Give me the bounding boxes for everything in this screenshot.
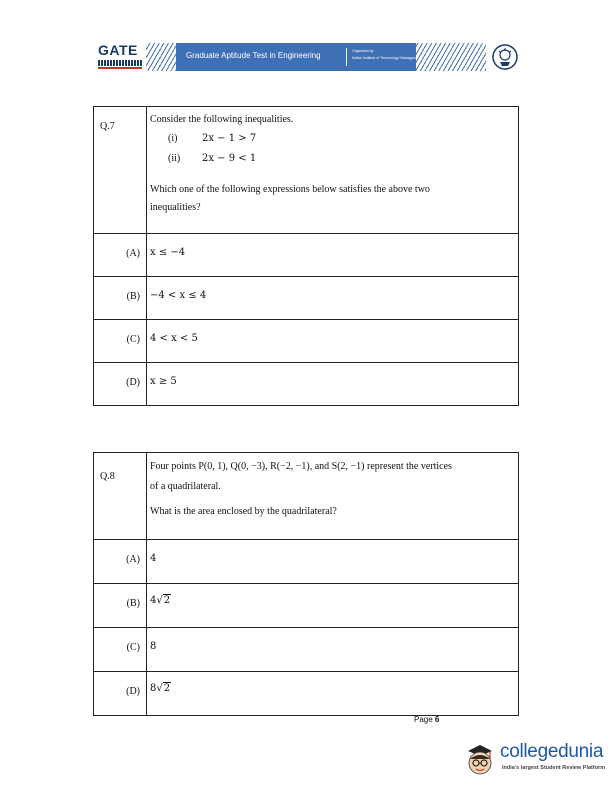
option-label: (A): [126, 554, 140, 565]
option-row[interactable]: [94, 276, 518, 319]
header-banner: [146, 43, 486, 71]
option-row[interactable]: [94, 539, 518, 583]
option-label-cell: [94, 628, 147, 671]
inequality-label: (ii): [168, 153, 181, 164]
option-label: (C): [126, 334, 140, 345]
option-row[interactable]: [94, 671, 518, 715]
brand-tagline: India's largest Student Review Platform: [502, 765, 606, 771]
banner-title: Graduate Aptitude Test in Engineering: [186, 51, 321, 60]
gate-logo-underline: [98, 67, 142, 69]
option-label-cell: [94, 277, 147, 319]
radicand: 2: [163, 683, 171, 694]
option-label-cell: [94, 320, 147, 362]
question-number-cell: [94, 107, 147, 233]
question-prompt: Which one of the following expressions below satisfies the above two inequalities?: [150, 184, 430, 213]
banner-divider: [346, 48, 347, 66]
square-root: [156, 595, 171, 606]
option-text: 4: [150, 553, 157, 564]
page-header: [96, 40, 520, 74]
banner-organized-by: Organised by: [352, 49, 374, 53]
radical-sign-icon: √: [156, 683, 163, 694]
option-label-cell: [94, 540, 147, 583]
inequality-expression: 2x − 9 < 1: [202, 153, 257, 164]
question-7-stem-row: [94, 107, 518, 233]
option-label-cell: [94, 234, 147, 276]
option-text: −4 < x ≤ 4: [150, 290, 207, 301]
gate-logo-text: GATE: [98, 42, 138, 58]
option-label: (B): [126, 598, 140, 609]
option-row[interactable]: [94, 362, 518, 405]
inequality-item: [150, 129, 518, 149]
option-text: 8: [150, 641, 157, 652]
option-text: x ≥ 5: [150, 376, 177, 387]
option-label: (C): [126, 642, 140, 653]
page-number-value: 6: [434, 715, 440, 724]
question-stem: Consider the following inequalities.: [150, 114, 294, 125]
inequality-item: [150, 149, 518, 169]
banner-panel: [176, 43, 416, 71]
option-text: x ≤ −4: [150, 247, 186, 258]
option-text: [147, 584, 518, 606]
inequality-label: (i): [168, 133, 178, 144]
student-mascot-icon: [462, 742, 498, 778]
question-7-content: [147, 107, 518, 217]
option-text: [147, 672, 518, 694]
square-root: [156, 683, 171, 694]
iit-emblem-icon: [492, 44, 518, 70]
question-prompt: What is the area enclosed by the quadrilateral?: [150, 506, 337, 517]
option-label: (B): [126, 291, 140, 302]
option-text: 4 < x < 5: [150, 333, 198, 344]
banner-organizer: Indian Institute of Technology Kharagpur: [352, 56, 417, 60]
page-number: [414, 715, 439, 724]
question-number: Q.7: [100, 121, 115, 132]
gate-logo: [96, 42, 146, 70]
question-stem-line-1: Four points P(0, 1), Q(0, −3), R(−2, −1), and S(2, −1) represent the vertices: [150, 461, 452, 472]
collegedunia-logo[interactable]: [462, 738, 612, 784]
question-7-table: [93, 106, 519, 406]
option-row[interactable]: [94, 583, 518, 627]
radical-coefficient: 4: [150, 595, 157, 606]
brand-name: collegedunia: [500, 741, 604, 762]
question-stem-line-2: of a quadrilateral.: [150, 481, 221, 492]
question-number-cell: [94, 453, 147, 539]
radicand: 2: [163, 595, 171, 606]
option-row[interactable]: [94, 627, 518, 671]
option-label-cell: [94, 363, 147, 405]
option-row[interactable]: [94, 233, 518, 276]
page-label: Page: [414, 715, 433, 724]
option-label-cell: [94, 672, 147, 715]
question-8-content: [147, 453, 518, 519]
question-number: Q.8: [100, 471, 115, 482]
question-8-table: [93, 452, 519, 716]
inequality-expression: 2x − 1 > 7: [202, 133, 257, 144]
option-row[interactable]: [94, 319, 518, 362]
option-label: (D): [126, 686, 140, 697]
question-8-stem-row: [94, 453, 518, 539]
option-label-cell: [94, 584, 147, 627]
radical-coefficient: 8: [150, 683, 157, 694]
option-label: (D): [126, 377, 140, 388]
gate-logo-stripes: [98, 60, 142, 66]
option-label: (A): [126, 248, 140, 259]
radical-sign-icon: √: [156, 595, 163, 606]
